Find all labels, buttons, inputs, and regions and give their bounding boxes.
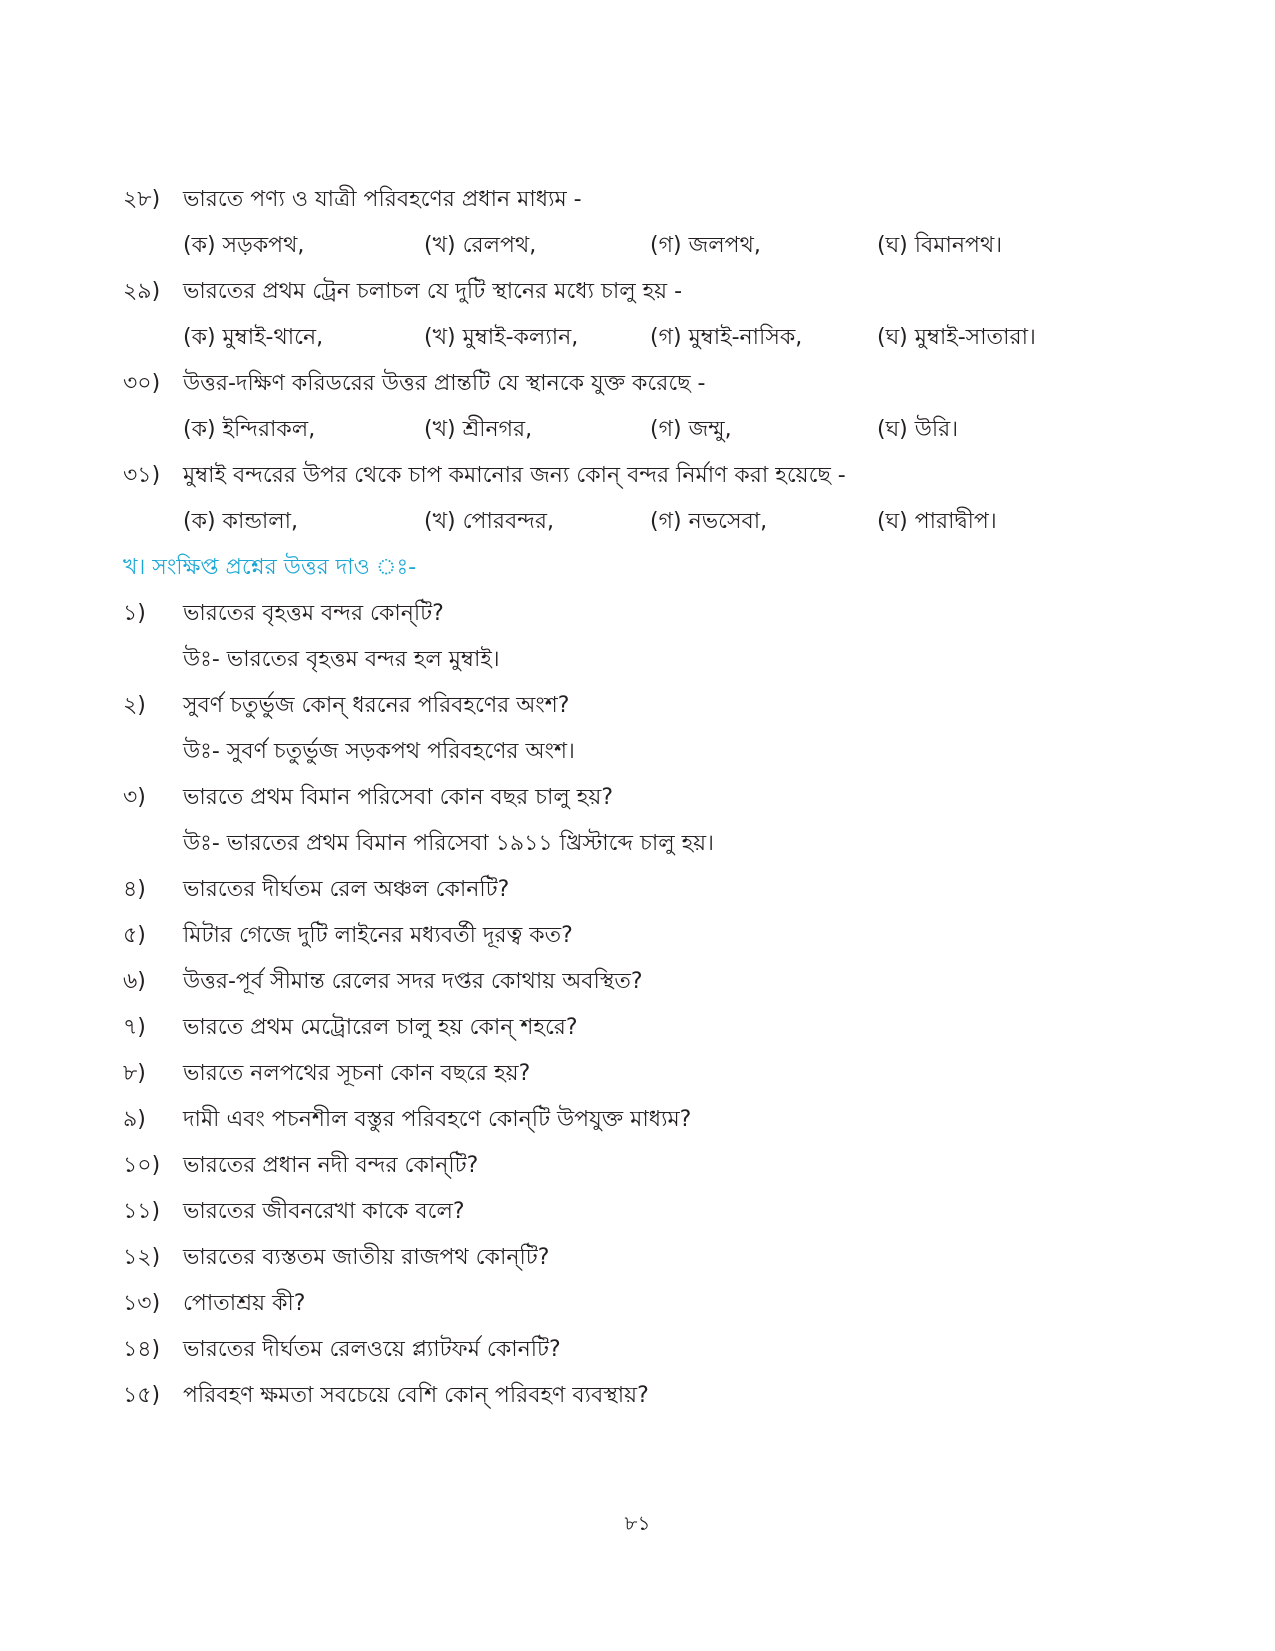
question-text: ভারতের দীর্ঘতম রেল অঞ্চল কোনটি? — [183, 877, 510, 902]
question-text: মিটার গেজে দুটি লাইনের মধ্যবর্তী দূরত্ব কত? — [183, 923, 573, 948]
question-text: ভারতের প্রধান নদী বন্দর কোন্‌টি? — [183, 1153, 479, 1178]
question-number: ১০) — [123, 1153, 161, 1178]
option-ka: (ক) মুম্বাই-থানে, — [183, 325, 324, 350]
question-text: ভারতে নলপথের সূচনা কোন বছরে হয়? — [183, 1061, 531, 1086]
question-text: মুম্বাই বন্দরের উপর থেকে চাপ কমানোর জন্য কোন্ বন্দর নির্মাণ করা হয়েছে - — [183, 463, 846, 488]
question-number: ৩০) — [123, 371, 161, 396]
option-gha: (ঘ) পারাদ্বীপ। — [877, 509, 997, 534]
question-number: ৩১) — [123, 463, 161, 488]
answer-text: উঃ- সুবর্ণ চতুর্ভুজ সড়কপথ পরিবহণের অংশ। — [183, 739, 575, 764]
question-text: ভারতে পণ্য ও যাত্রী পরিবহণের প্রধান মাধ্যম - — [183, 187, 582, 212]
question-number: ২) — [123, 693, 146, 718]
question-text: ভারতের প্রথম ট্রেন চলাচল যে দুটি স্থানের মধ্যে চালু হয় - — [183, 279, 683, 304]
option-kha: (খ) শ্রীনগর, — [424, 417, 533, 442]
question-text: পরিবহণ ক্ষমতা সবচেয়ে বেশি কোন্ পরিবহণ ব্যবস্থায়? — [183, 1383, 649, 1408]
question-number: ৭) — [123, 1015, 146, 1040]
question-text: ভারতের বৃহত্তম বন্দর কোন্‌টি? — [183, 601, 444, 626]
question-number: ৩) — [123, 785, 146, 810]
option-ga: (গ) জলপথ, — [650, 233, 761, 258]
option-kha: (খ) মুম্বাই-কল্যান, — [424, 325, 579, 350]
option-ka: (ক) কান্ডালা, — [183, 509, 299, 534]
question-number: ১২) — [123, 1245, 161, 1270]
question-text: ভারতে প্রথম বিমান পরিসেবা কোন বছর চালু হয়? — [183, 785, 613, 810]
option-gha: (ঘ) উরি। — [877, 417, 959, 442]
question-text: দামী এবং পচনশীল বস্তুর পরিবহণে কোন্‌টি উপযুক্ত মাধ্যম? — [183, 1107, 692, 1132]
option-gha: (ঘ) মুম্বাই-সাতারা। — [877, 325, 1036, 350]
question-number: ৪) — [123, 877, 146, 902]
question-number: ৫) — [123, 923, 146, 948]
question-text: ভারতে প্রথম মেট্রোরেল চালু হয় কোন্ শহরে? — [183, 1015, 578, 1040]
question-number: ১) — [123, 601, 146, 626]
question-text: ভারতের দীর্ঘতম রেলওয়ে প্ল্যাটফর্ম কোনটি? — [183, 1337, 561, 1362]
option-ga: (গ) নভসেবা, — [650, 509, 768, 534]
question-text: পোতাশ্রয় কী? — [183, 1291, 306, 1316]
option-ga: (গ) মুম্বাই-নাসিক, — [650, 325, 803, 350]
option-ka: (ক) সড়কপথ, — [183, 233, 305, 258]
option-gha: (ঘ) বিমানপথ। — [877, 233, 1003, 258]
question-number: ১১) — [123, 1199, 161, 1224]
page-number: ৮১ — [624, 1511, 651, 1535]
question-number: ১৫) — [123, 1383, 161, 1408]
question-number: ২৮) — [123, 187, 161, 212]
answer-text: উঃ- ভারতের বৃহত্তম বন্দর হল মুম্বাই। — [183, 647, 500, 672]
question-number: ৮) — [123, 1061, 146, 1086]
question-number: ২৯) — [123, 279, 161, 304]
question-text: উত্তর-পূর্ব সীমান্ত রেলের সদর দপ্তর কোথায় অবস্থিত? — [183, 969, 643, 994]
question-text: ভারতের ব্যস্ততম জাতীয় রাজপথ কোন্‌টি? — [183, 1245, 550, 1270]
question-number: ১৪) — [123, 1337, 161, 1362]
option-kha: (খ) পোরবন্দর, — [424, 509, 554, 534]
option-ka: (ক) ইন্দিরাকল, — [183, 417, 316, 442]
option-ga: (গ) জম্মু, — [650, 417, 732, 442]
answer-text: উঃ- ভারতের প্রথম বিমান পরিসেবা ১৯১১ খ্রিস্টাব্দে চালু হয়। — [183, 831, 714, 856]
option-kha: (খ) রেলপথ, — [424, 233, 537, 258]
question-text: সুবর্ণ চতুর্ভুজ কোন্ ধরনের পরিবহণের অংশ? — [183, 693, 570, 718]
question-number: ৬) — [123, 969, 146, 994]
question-number: ৯) — [123, 1107, 146, 1132]
section-heading: খ। সংক্ষিপ্ত প্রশ্নের উত্তর দাও ঃ- — [123, 555, 417, 580]
question-number: ১৩) — [123, 1291, 161, 1316]
question-text: উত্তর-দক্ষিণ করিডরের উত্তর প্রান্তটি যে স্থানকে যুক্ত করেছে - — [183, 371, 706, 396]
question-text: ভারতের জীবনরেখা কাকে বলে? — [183, 1199, 465, 1224]
